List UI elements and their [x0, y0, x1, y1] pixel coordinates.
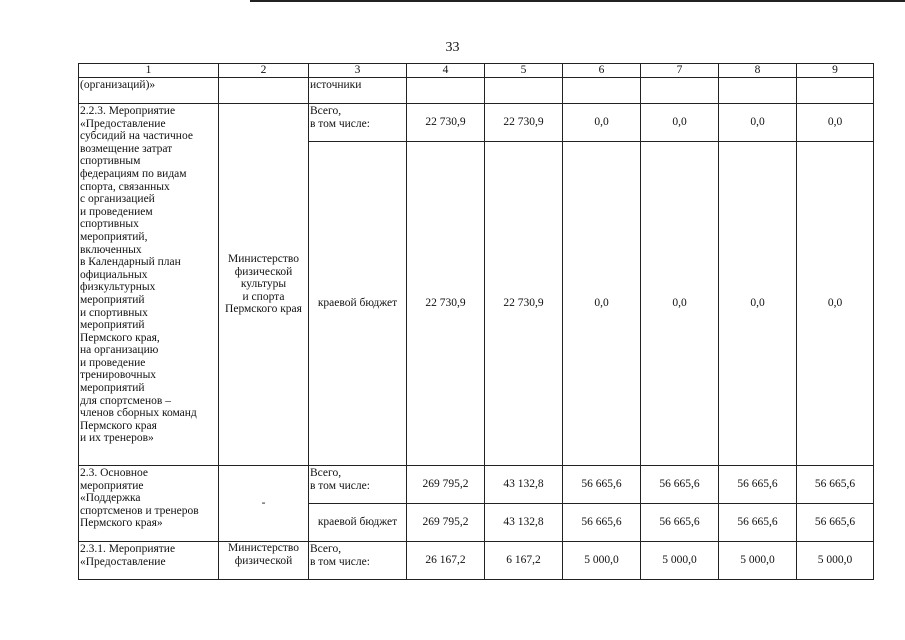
item-name: 2.2.3. Мероприятие «Предоставление субсидий на частичное возмещение затрат спортивным федерациям по видам спорта, связанных с организацией и проведением спортивных мероприятий, включенных в Календарный план официальных физкультурных мероприятий и спортивных мероприятий Пермского края, на организацию и проведение тренировочных мероприятий для спортсменов – членов сборных команд Пермского края и их тренеров»	[79, 104, 219, 466]
responsible-cell	[219, 78, 309, 104]
value-cell: 269 795,2	[407, 466, 485, 504]
value-cell: 6 167,2	[485, 542, 563, 580]
value-cell: 22 730,9	[485, 104, 563, 142]
value-cell: 5 000,0	[641, 542, 719, 580]
value-cell: 5 000,0	[563, 542, 641, 580]
value-cell: 56 665,6	[797, 504, 874, 542]
table-row	[79, 104, 874, 142]
value-cell: 56 665,6	[563, 466, 641, 504]
value-cell: 0,0	[563, 104, 641, 142]
value-cell: 56 665,6	[719, 466, 797, 504]
page-number: 33	[445, 40, 460, 55]
value-cell: 0,0	[641, 142, 719, 466]
header-cell: 4	[407, 64, 485, 78]
value-cell: 56 665,6	[563, 504, 641, 542]
value-cell: 56 665,6	[641, 504, 719, 542]
value-cell: 22 730,9	[485, 142, 563, 466]
value-cell: 22 730,9	[407, 104, 485, 142]
value-cell: 0,0	[797, 104, 874, 142]
header-cell: 5	[485, 64, 563, 78]
top-rule	[250, 0, 905, 2]
source-cell: краевой бюджет	[309, 504, 407, 542]
value-cell: 22 730,9	[407, 142, 485, 466]
value-cell: 43 132,8	[485, 504, 563, 542]
header-cell: 8	[719, 64, 797, 78]
value-cell: 5 000,0	[797, 542, 874, 580]
value-cell	[719, 78, 797, 104]
table-row	[79, 542, 874, 580]
value-cell	[485, 78, 563, 104]
value-cell	[641, 78, 719, 104]
value-cell	[563, 78, 641, 104]
header-cell: 6	[563, 64, 641, 78]
responsible-cell: Министерство физической культуры и спорта Пермского края	[219, 104, 309, 466]
value-cell: 0,0	[563, 142, 641, 466]
source-cell: Всего, в том числе:	[309, 104, 407, 142]
value-cell: 56 665,6	[719, 504, 797, 542]
source-cell: источники	[309, 78, 407, 104]
header-cell: 2	[219, 64, 309, 78]
value-cell	[407, 78, 485, 104]
item-name: 2.3. Основное мероприятие «Поддержка спортсменов и тренеров Пермского края»	[79, 466, 219, 542]
value-cell: 269 795,2	[407, 504, 485, 542]
value-cell: 56 665,6	[641, 466, 719, 504]
responsible-cell: -	[219, 466, 309, 542]
value-cell: 0,0	[797, 142, 874, 466]
table-row	[79, 78, 874, 104]
value-cell: 0,0	[719, 142, 797, 466]
source-cell: Всего, в том числе:	[309, 466, 407, 504]
header-cell: 7	[641, 64, 719, 78]
value-cell: 5 000,0	[719, 542, 797, 580]
item-name: (организаций)»	[79, 78, 219, 104]
value-cell: 26 167,2	[407, 542, 485, 580]
header-cell: 9	[797, 64, 874, 78]
value-cell: 43 132,8	[485, 466, 563, 504]
value-cell: 0,0	[641, 104, 719, 142]
source-cell: краевой бюджет	[309, 142, 407, 466]
value-cell	[797, 78, 874, 104]
source-cell: Всего, в том числе:	[309, 542, 407, 580]
budget-table	[78, 63, 874, 580]
value-cell: 56 665,6	[797, 466, 874, 504]
header-cell: 3	[309, 64, 407, 78]
item-name: 2.3.1. Мероприятие «Предоставление	[79, 542, 219, 580]
header-row	[79, 64, 874, 78]
table-row	[79, 466, 874, 504]
header-cell: 1	[79, 64, 219, 78]
value-cell: 0,0	[719, 104, 797, 142]
responsible-cell: Министерство физической	[219, 542, 309, 580]
